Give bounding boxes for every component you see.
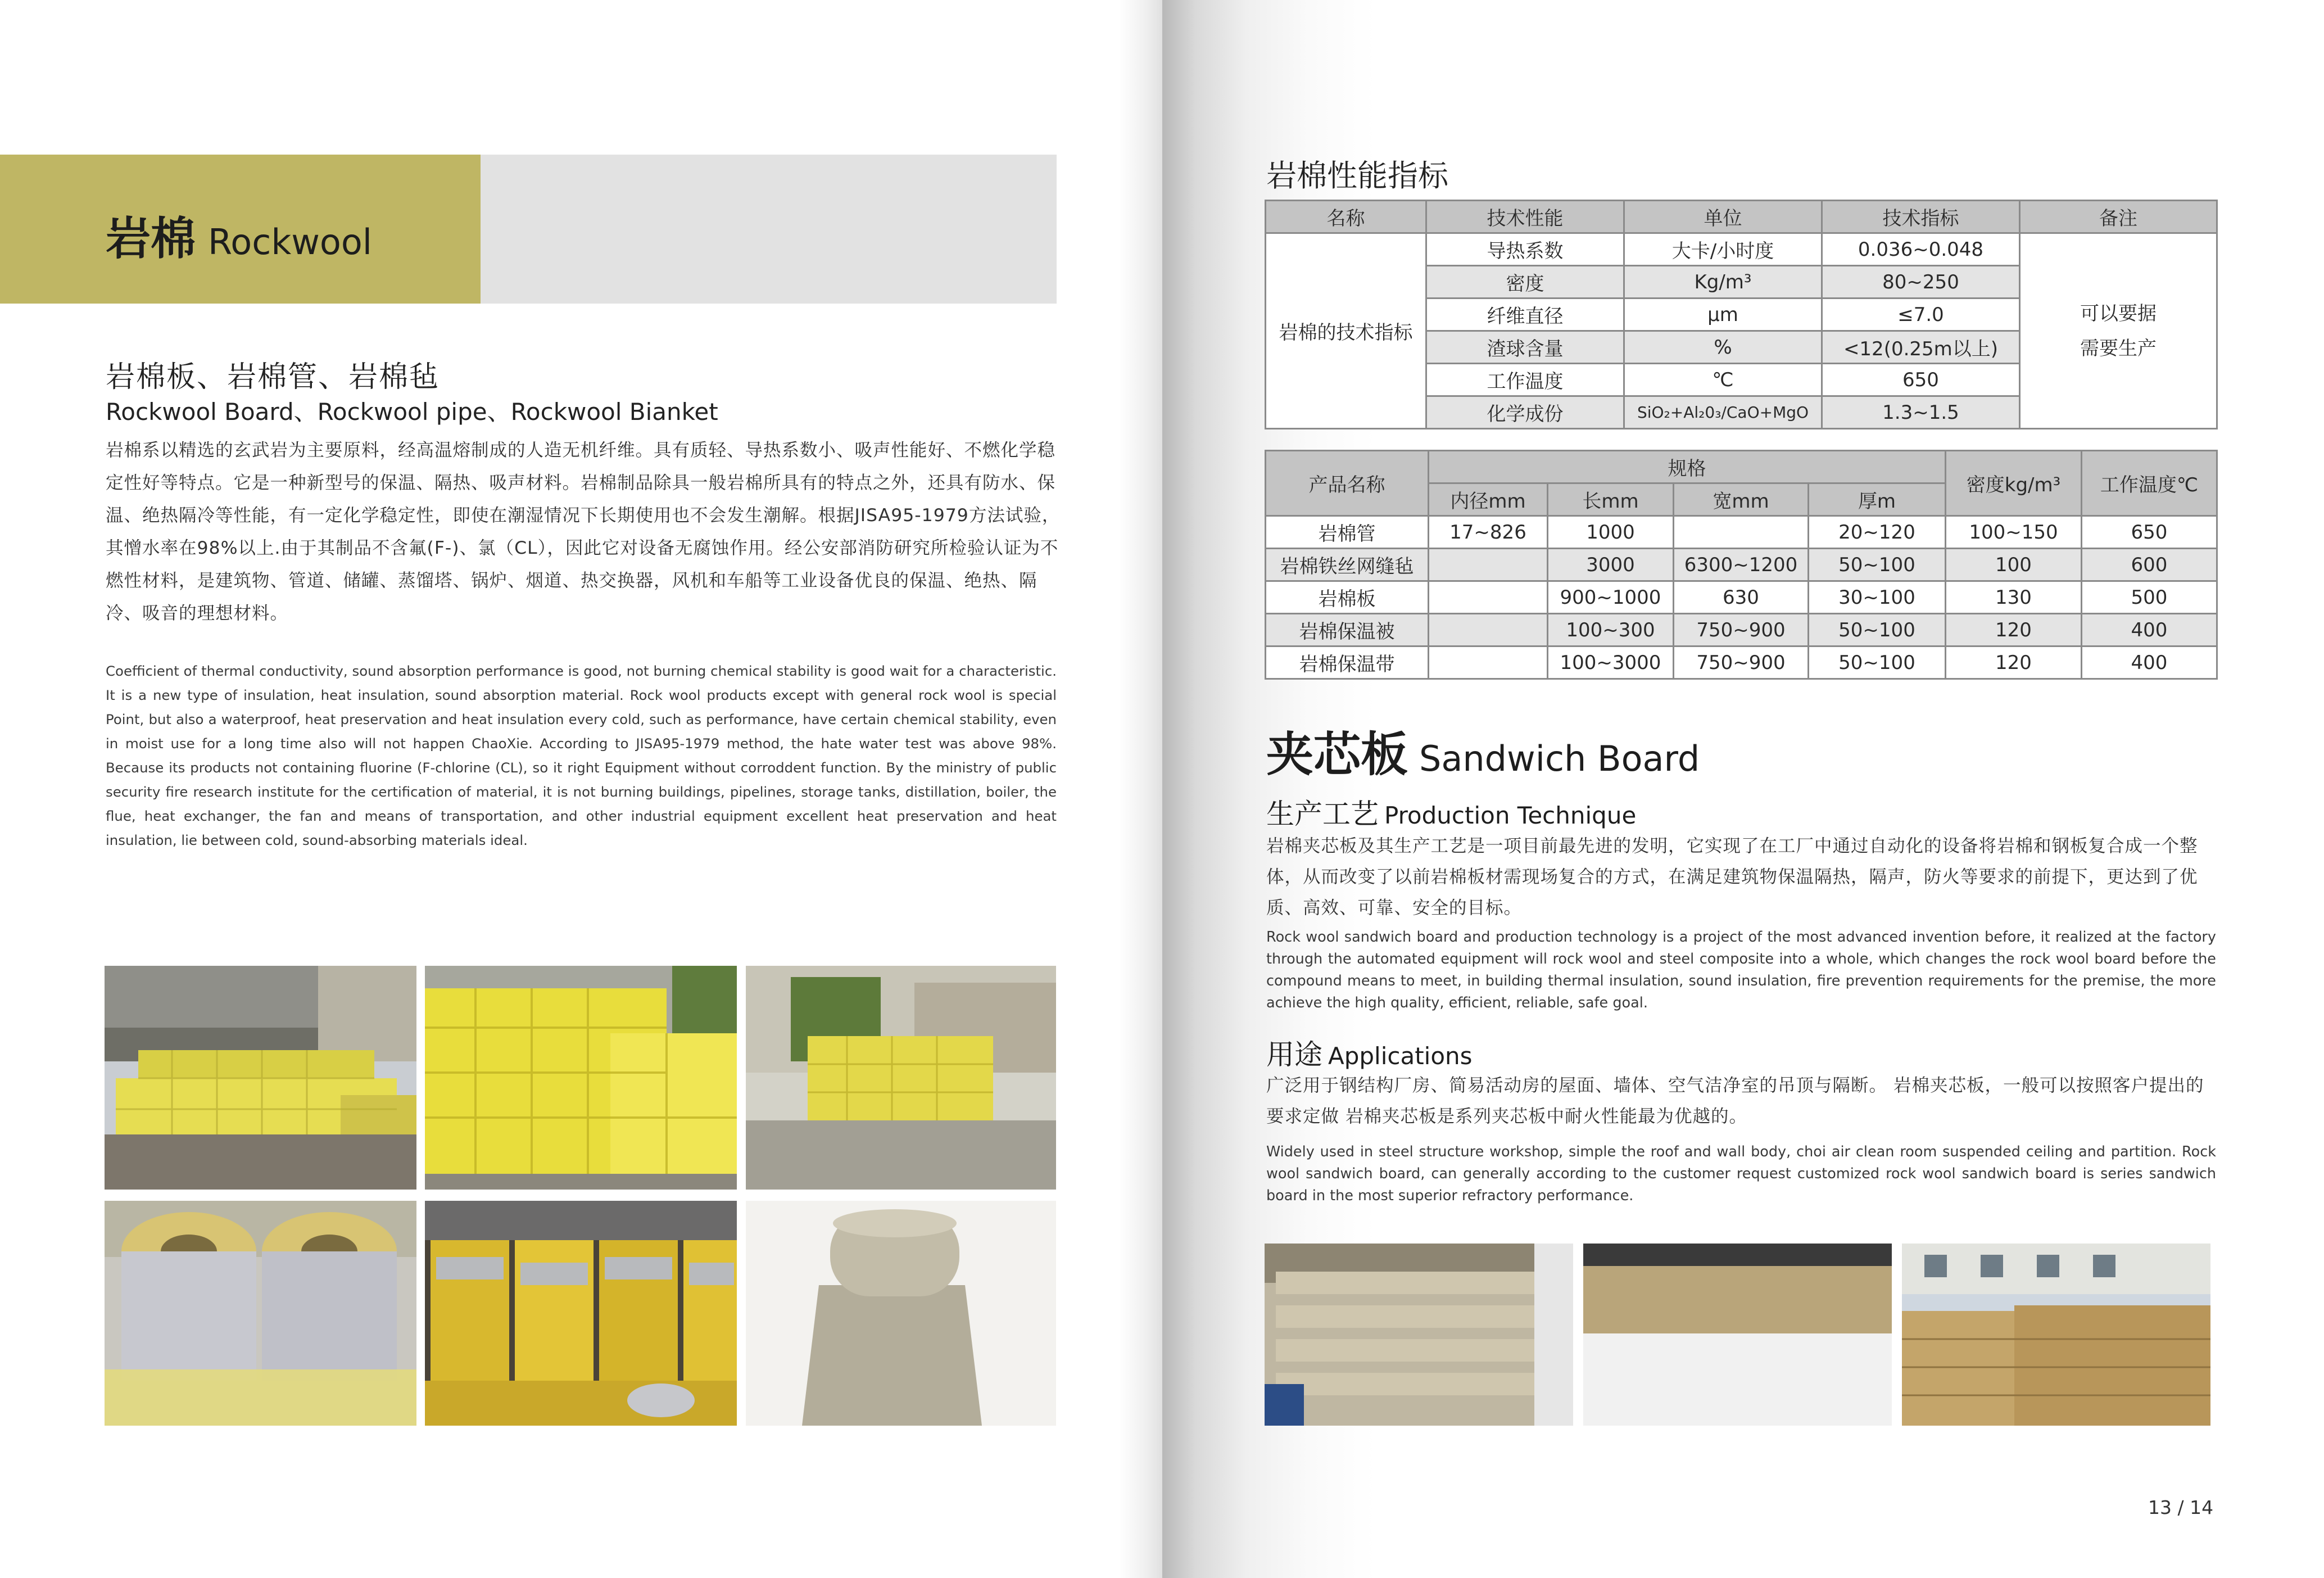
production-heading-cn: 生产工艺 <box>1266 798 1379 830</box>
product-row <box>1266 614 2217 646</box>
applications-text-cn: 广泛用于钢结构厂房、简易活动房的屋面、墙体、空气洁净室的吊顶与隔断。 岩棉夹芯板，一般可以按照客户提出的要求定做 岩棉夹芯板是系列夹芯板中耐火性能最为优越的。 <box>1266 1075 2204 1127</box>
spec-cell: 1.3~1.5 <box>1822 396 2020 429</box>
production-text-cn: 岩棉夹芯板及其生产工艺是一项目前最先进的发明，它实现了在工厂中通过自动化的设备将岩棉和钢板复合成一个整体，从而改变了以前岩棉板材需现场复合的方式，在满足建筑物保温隔热，隔声，防火等要求的前提下，更达到了优质、高效、可靠、安全的目标。 <box>1266 836 2198 918</box>
page-title-cn: 岩棉 <box>106 212 196 265</box>
spec-note-line-2: 需要生产 <box>2080 337 2157 360</box>
sandwich-board-title-cn: 夹芯板 <box>1266 727 1408 782</box>
product-cell: 岩棉保温带 <box>1266 646 1429 679</box>
spec-cell: ≤7.0 <box>1822 299 2020 331</box>
product-row <box>1266 516 2217 549</box>
spec-cell: μm <box>1624 299 1822 331</box>
spec-cell: <12(0.25m以上) <box>1822 331 2020 364</box>
product-cell: 120 <box>1946 614 2082 646</box>
product-subheader: 厚m <box>1809 483 1946 516</box>
spec-header-note: 备注 <box>2020 201 2217 233</box>
spec-header-name: 名称 <box>1266 201 1426 233</box>
product-cell: 50~100 <box>1809 614 1946 646</box>
product-cell: 130 <box>1946 581 2082 614</box>
product-cell: 900~1000 <box>1548 581 1674 614</box>
product-table <box>1265 450 2218 680</box>
production-text-en: Rock wool sandwich board and production technology is a project of the most advanced invention before, it realized at the factory through the automated equipment will rock wool and steel composite into a whole, which changes the rock wool board before the compound means to meet, in building thermal insulation, sound insulation, fire prevention requirements for the premise, the more achieve the high quality, efficient, reliable, safe goal. <box>1266 929 2216 1011</box>
product-cell: 50~100 <box>1809 646 1946 679</box>
product-cell: 30~100 <box>1809 581 1946 614</box>
section-heading-cn: 岩棉板、岩棉管、岩棉毡 <box>106 360 440 394</box>
section-heading-en: Rockwool Board、Rockwool pipe、Rockwool Bianket <box>106 398 718 426</box>
spec-cell: 导热系数 <box>1426 233 1624 266</box>
spec-header-row <box>1266 201 2217 233</box>
product-cell: 600 <box>2082 549 2217 581</box>
product-cell: 岩棉保温被 <box>1266 614 1429 646</box>
spec-cell: 纤维直径 <box>1426 299 1624 331</box>
spec-header-property: 技术性能 <box>1426 201 1624 233</box>
product-cell: 630 <box>1674 581 1809 614</box>
applications-heading-en: Applications <box>1328 1042 1473 1070</box>
product-subheader: 长mm <box>1548 483 1674 516</box>
product-header-name: 产品名称 <box>1266 451 1429 516</box>
photo-rockwool-board-stack-3 <box>746 966 1056 1190</box>
product-cell <box>1429 614 1548 646</box>
spec-cell: 大卡/小时度 <box>1624 233 1822 266</box>
spec-cell: SiO₂+Al₂0₃/CaO+MgO <box>1624 396 1822 429</box>
product-cell: 400 <box>2082 646 2217 679</box>
spec-note-line-1: 可以要据 <box>2080 302 2157 325</box>
spec-header-value: 技术指标 <box>1822 201 2020 233</box>
product-cell: 100~300 <box>1548 614 1674 646</box>
product-cell: 3000 <box>1548 549 1674 581</box>
product-cell: 50~100 <box>1809 549 1946 581</box>
spec-cell: ℃ <box>1624 364 1822 396</box>
spec-cell: 650 <box>1822 364 2020 396</box>
photo-sandwich-panel-stack <box>1902 1244 2210 1426</box>
product-cell <box>1674 516 1809 549</box>
product-cell: 岩棉管 <box>1266 516 1429 549</box>
product-cell: 20~120 <box>1809 516 1946 549</box>
product-cell: 100~150 <box>1946 516 2082 549</box>
product-header-spec: 规格 <box>1429 451 1946 483</box>
spec-title: 岩棉性能指标 <box>1266 158 1448 193</box>
page-title <box>106 202 373 265</box>
product-cell: 100 <box>1946 549 2082 581</box>
product-cell: 6300~1200 <box>1674 549 1809 581</box>
product-cell: 650 <box>2082 516 2217 549</box>
photo-rockwool-foil-rolls <box>425 1201 737 1426</box>
product-cell <box>1429 581 1548 614</box>
applications-heading-cn: 用途 <box>1266 1038 1322 1071</box>
spec-cell: 密度 <box>1426 266 1624 299</box>
production-heading-en: Production Technique <box>1384 802 1637 829</box>
spec-row <box>1266 233 2217 266</box>
product-subheader: 宽mm <box>1674 483 1809 516</box>
spec-cell: 工作温度 <box>1426 364 1624 396</box>
spec-cell: 渣球含量 <box>1426 331 1624 364</box>
sandwich-board-title-en: Sandwich Board <box>1419 738 1700 779</box>
product-cell: 120 <box>1946 646 2082 679</box>
product-cell: 400 <box>2082 614 2217 646</box>
page-number: 13 / 14 <box>2148 1496 2214 1518</box>
product-cell: 17~826 <box>1429 516 1548 549</box>
applications-text-en: Widely used in steel structure workshop, simple the roof and wall body, choi air clean room suspended ceiling and partition. Rock wool sandwich board, can generally according to the customer request customized rock wool sandwich board is series sandwich board in the most superior refractory performance. <box>1266 1143 2216 1204</box>
spec-cell: Kg/m³ <box>1624 266 1822 299</box>
product-cell: 岩棉铁丝网缝毡 <box>1266 549 1429 581</box>
product-cell: 500 <box>2082 581 2217 614</box>
applications-heading <box>1266 1032 1473 1073</box>
page-title-en: Rockwool <box>208 221 373 263</box>
spec-header-unit: 单位 <box>1624 201 1822 233</box>
product-cell: 750~900 <box>1674 646 1809 679</box>
product-cell <box>1429 646 1548 679</box>
spec-cell: 0.036~0.048 <box>1822 233 2020 266</box>
photo-sandwich-panel-edge <box>1265 1244 1573 1426</box>
spec-cell: 80~250 <box>1822 266 2020 299</box>
product-cell: 岩棉板 <box>1266 581 1429 614</box>
description-en: Coefficient of thermal conductivity, sound absorption performance is good, not burning chemical stability is good wait for a characteristic. It is a new type of insulation, heat insulation, sound absorption material. Rock wool products except with general rock wool is special Point, but also a waterproof, heat preservation and heat insulation every cold, such as performance, have certain chemical stability, even in moist use for a long time also will not happen ChaoXie. According to JISA95-1979 method, the hate water test was above 98%. Because its products not containing fluorine (F-chlorine (CL), so it right Equipment without corroddent function. By the ministry of public security fire research institute for the certification of material, it is not burning buildings, pipelines, storage tanks, distillation, boiler, the flue, heat exchanger, the fan and means of transportation, and other industrial equipment excellent heat preservation and heat insulation, lie between cold, sound-absorbing materials ideal. <box>106 663 1057 848</box>
photo-rockwool-pipe-rolls <box>105 1201 416 1426</box>
product-header-density: 密度kg/m³ <box>1946 451 2082 516</box>
production-heading <box>1266 792 1636 832</box>
spec-group-label: 岩棉的技术指标 <box>1266 233 1426 429</box>
product-cell <box>1429 549 1548 581</box>
product-header-row <box>1266 451 2217 483</box>
spec-note <box>2020 233 2217 429</box>
product-row <box>1266 581 2217 614</box>
page-fold-shadow <box>1118 0 1162 1578</box>
spec-table <box>1265 200 2218 429</box>
product-row <box>1266 549 2217 581</box>
product-row <box>1266 646 2217 679</box>
spec-cell: % <box>1624 331 1822 364</box>
sandwich-board-title <box>1266 717 1700 785</box>
photo-rockwool-board-stack-2 <box>425 966 737 1190</box>
spec-cell: 化学成份 <box>1426 396 1624 429</box>
photo-sandwich-panel-closeup <box>1583 1244 1892 1426</box>
product-cell: 100~3000 <box>1548 646 1674 679</box>
description-cn: 岩棉系以精选的玄武岩为主要原料，经高温熔制成的人造无机纤维。具有质轻、导热系数小、吸声性能好、不燃化学稳定性好等特点。它是一种新型号的保温、隔热、吸声材料。岩棉制品除具一般岩棉所具有的特点之外，还具有防水、保温、绝热隔冷等性能，有一定化学稳定性，即使在潮湿情况下长期使用也不会发生潮解。根据JISA95-1979方法试验，其憎水率在98%以上.由于其制品不含氟(F-)、氯（CL），因此它对设备无腐蚀作用。经公安部消防研究所检验认证为不燃性材料，是建筑物、管道、储罐、蒸馏塔、锅炉、烟道、热交换器，风机和车船等工业设备优良的保温、绝热、隔冷、吸音的理想材料。 <box>106 440 1061 623</box>
product-cell: 1000 <box>1548 516 1674 549</box>
photo-rockwool-board-stack-1 <box>105 966 416 1190</box>
product-header-temp: 工作温度℃ <box>2082 451 2217 516</box>
product-subheader: 内径mm <box>1429 483 1548 516</box>
product-cell: 750~900 <box>1674 614 1809 646</box>
photo-rockwool-blanket <box>746 1201 1056 1426</box>
